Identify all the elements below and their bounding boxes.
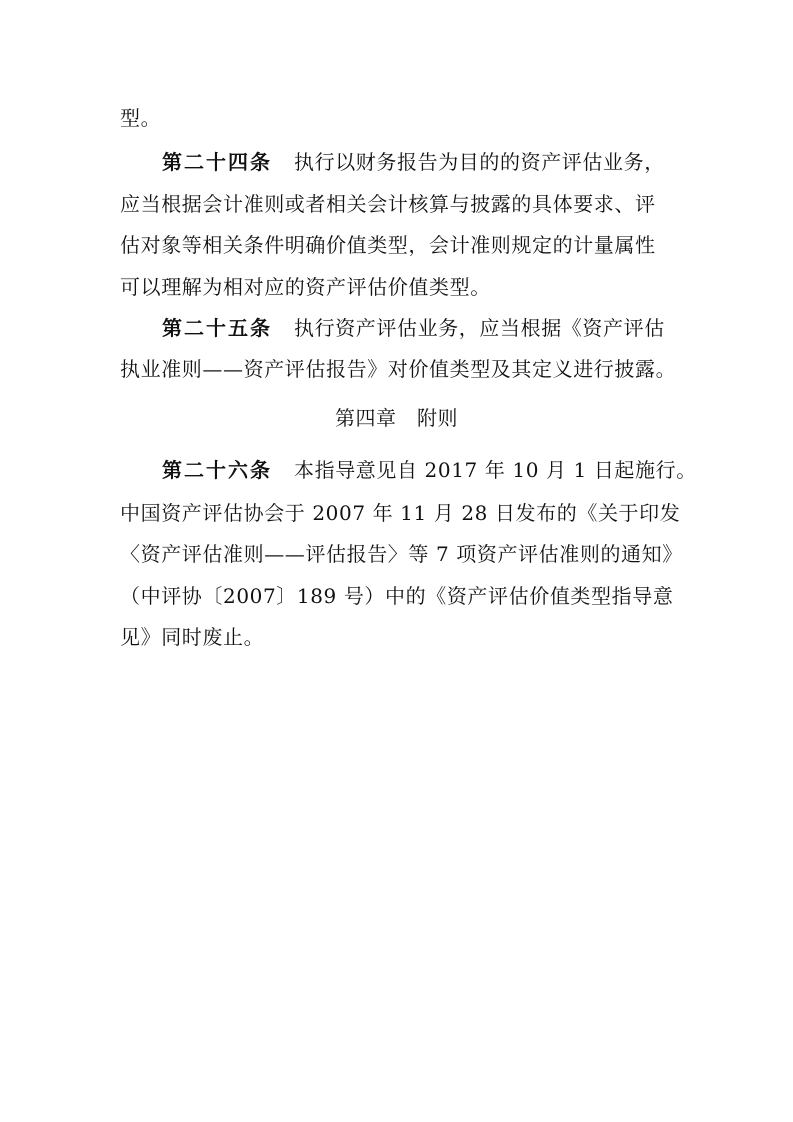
paragraph-line: 可以理解为相对应的资产评估价值类型。 xyxy=(120,275,491,299)
article-25-text: 执行资产评估业务，应当根据《资产评估 xyxy=(294,316,665,340)
paragraph-line: 应当根据会计准则或者相关会计核算与披露的具体要求、评 xyxy=(120,192,656,216)
chapter-title: 第四章 附则 xyxy=(335,406,458,430)
paragraph-line: 见》同时废止。 xyxy=(120,625,265,649)
article-25-heading: 第二十五条 xyxy=(162,316,272,340)
paragraph-line: （中评协〔2007〕189 号）中的《资产评估价值类型指导意 xyxy=(120,584,674,608)
article-24-first-line xyxy=(162,149,680,175)
article-26-text: 本指导意见自 2017 年 10 月 1 日起施行。 xyxy=(294,458,697,482)
article-24-text: 执行以财务报告为目的的资产评估业务， xyxy=(294,150,665,174)
paragraph-line: 〈资产评估准则——评估报告〉等 7 项资产评估准则的通知》 xyxy=(120,542,683,566)
paragraph-line: 型。 xyxy=(120,106,162,130)
article-24-heading: 第二十四条 xyxy=(162,150,272,174)
article-26-first-line xyxy=(162,457,697,483)
article-26-heading: 第二十六条 xyxy=(162,458,272,482)
paragraph-line: 估对象等相关条件明确价值类型，会计准则规定的计量属性 xyxy=(120,233,656,257)
article-25-first-line xyxy=(162,315,680,341)
paragraph-line: 中国资产评估协会于 2007 年 11 月 28 日发布的《关于印发 xyxy=(120,501,681,525)
paragraph-line: 执业准则——资产评估报告》对价值类型及其定义进行披露。 xyxy=(120,357,677,381)
